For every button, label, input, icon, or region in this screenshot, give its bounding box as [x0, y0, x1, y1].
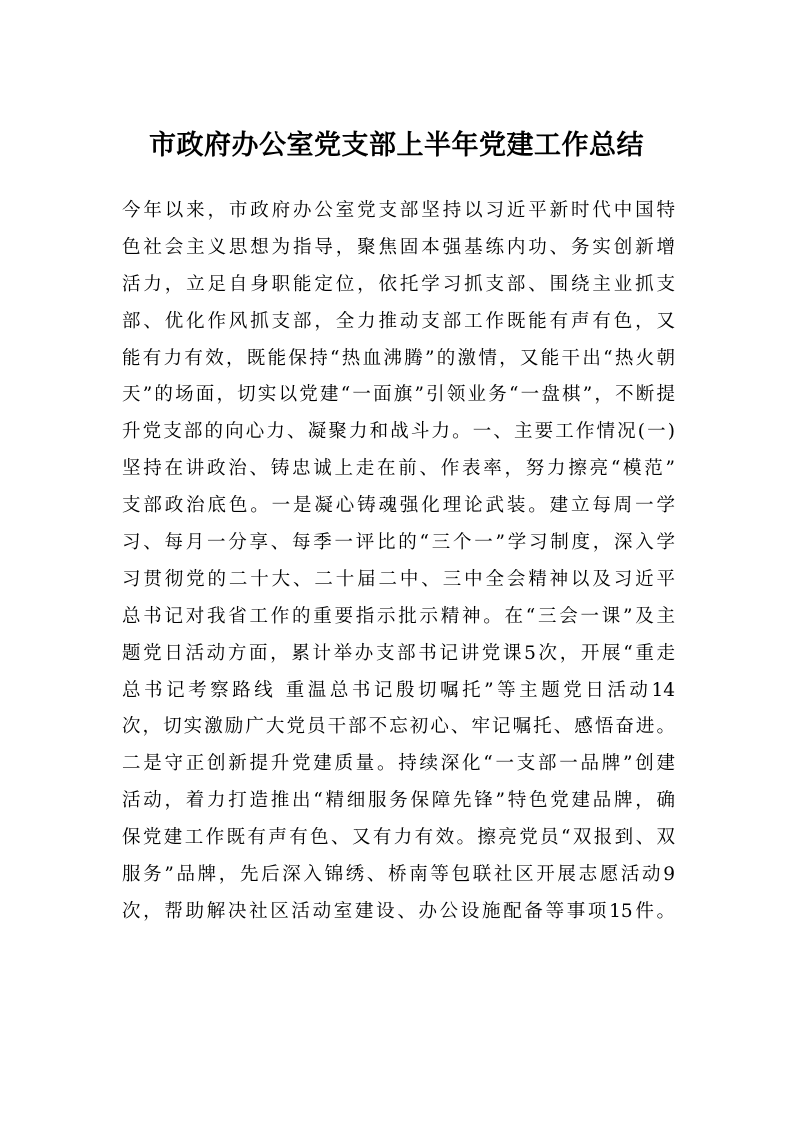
document-title: 市政府办公室党支部上半年党建工作总结: [149, 130, 644, 161]
text-line: 服务”品牌，先后深入锦绣、桥南等包联社区开展志愿活动9: [122, 864, 675, 886]
text-line: 次，切实激励广大党员干部不忘初心、牢记嘱托、感悟奋进。: [122, 716, 675, 738]
text-line: 色社会主义思想为指导，聚焦固本强基练内功、务实创新增: [122, 236, 675, 258]
text-line: 能有力有效，既能保持“热血沸腾”的激情，又能干出“热火朝: [122, 347, 675, 369]
text-line: 二是守正创新提升党建质量。持续深化“一支部一品牌”创建: [122, 753, 675, 775]
text-line: 总书记对我省工作的重要指示批示精神。在“三会一课”及主: [122, 605, 675, 627]
text-line: 总书记考察路线 重温总书记殷切嘱托”等主题党日活动14: [122, 679, 675, 701]
text-line: 部、优化作风抓支部，全力推动支部工作既能有声有色，又: [122, 310, 675, 332]
text-line: 坚持在讲政治、铸忠诚上走在前、作表率，努力擦亮“模范”: [122, 458, 675, 480]
text-line: 天”的场面，切实以党建“一面旗”引领业务“一盘棋”，不断提: [122, 384, 675, 406]
text-line: 活力，立足自身职能定位，依托学习抓支部、围绕主业抓支: [122, 273, 675, 295]
text-line: 习、每月一分享、每季一评比的“三个一”学习制度，深入学: [122, 532, 675, 554]
text-line: 今年以来，市政府办公室党支部坚持以习近平新时代中国特: [122, 200, 675, 221]
text-line: 题党日活动方面，累计举办支部书记讲党课5次，开展“重走: [122, 642, 675, 664]
body-paragraph: [122, 193, 675, 931]
text-line: 活动，着力打造推出“精细服务保障先锋”特色党建品牌，确: [122, 790, 675, 812]
text-line: 保党建工作既有声有色、又有力有效。擦亮党员“双报到、双: [122, 827, 675, 849]
text-line: 次，帮助解决社区活动室建设、办公设施配备等事项15件。: [122, 900, 675, 922]
text-line: 习贯彻党的二十大、二十届二中、三中全会精神以及习近平: [122, 568, 675, 590]
text-line: 支部政治底色。一是凝心铸魂强化理论武装。建立每周一学: [122, 495, 675, 517]
text-line: 升党支部的向心力、凝聚力和战斗力。一、主要工作情况(一): [122, 421, 675, 443]
